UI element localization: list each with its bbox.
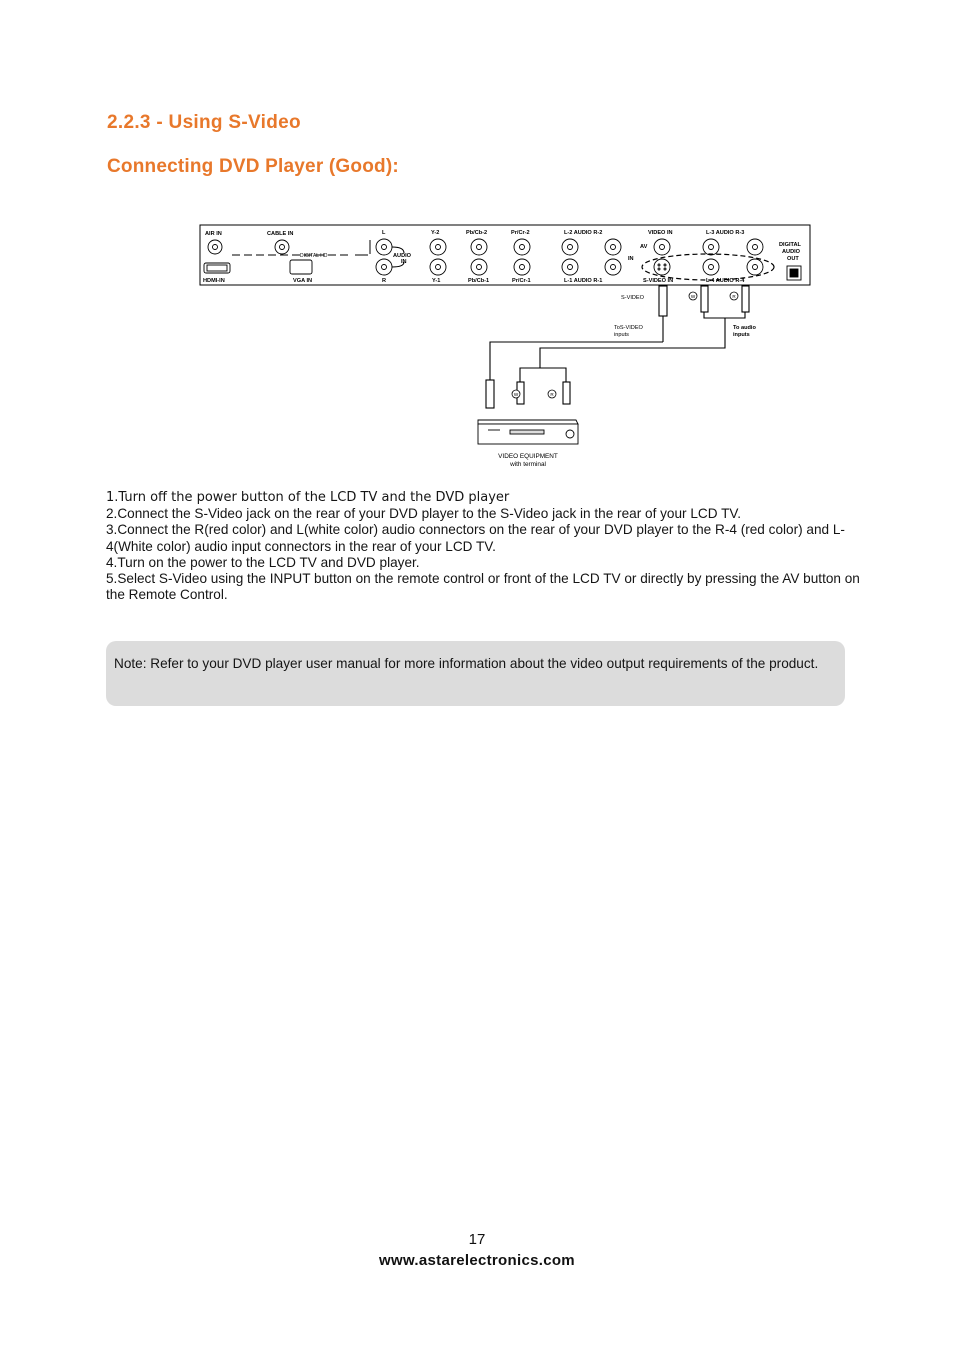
section-title: 2.2.3 - Using S-Video: [107, 112, 301, 133]
label-l: L: [382, 230, 386, 236]
s-video-in-jack: [654, 259, 670, 275]
label-y2: Y-2: [431, 230, 440, 236]
label-digital-hd: DIGITAL HD: [300, 253, 328, 259]
label-cable-in: CABLE IN: [267, 231, 294, 237]
website-footer: www.astarelectronics.com: [379, 1252, 575, 1269]
label-in: IN: [628, 256, 634, 262]
label-prcr1: Pr/Cr-1: [512, 278, 531, 284]
label-audio-in-1: AUDIO: [393, 253, 412, 259]
label-prcr2: Pr/Cr-2: [511, 230, 530, 236]
to-audio-label-1: To audio: [733, 325, 756, 331]
svideo-cable-label: S-VIDEO: [621, 295, 645, 301]
step-3: 3.Connect the R(red color) and L(white color) audio connectors on the rear of your DVD player to the R-4 (red color) and L-4(White color) audio input connectors in the rear of your LCD TV.: [106, 522, 845, 554]
label-av: AV: [640, 244, 648, 250]
audio-plug-r-top: [742, 286, 749, 312]
step-4: 4.Turn on the power to the LCD TV and DVD player.: [106, 554, 420, 570]
step-5: 5.Select S-Video using the INPUT button on the remote control or front of the LCD TV or directly by pressing the AV button on the Remote Control.: [106, 571, 860, 603]
step-1: 1.Turn off the power button of the LCD TV and the DVD player: [106, 490, 510, 505]
equipment-label-2: with terminal: [510, 461, 546, 468]
page-number: 17: [468, 1231, 486, 1248]
note-box: [106, 641, 845, 706]
cables: [486, 286, 749, 408]
label-hdmi-in: HDMI-IN: [203, 278, 225, 284]
plug-w-bottom-label: W: [513, 392, 519, 397]
plug-r-bottom-label: R: [550, 392, 554, 397]
to-audio-label-2: inputs: [733, 332, 750, 338]
label-s-video-in: S-VIDEO IN: [643, 278, 674, 284]
connection-diagram: [190, 220, 815, 475]
svideo-plug-bottom: [486, 380, 494, 408]
label-l2-audio-r2: L-2 AUDIO R-2: [564, 230, 603, 236]
label-l1-audio-r1: L-1 AUDIO R-1: [564, 278, 603, 284]
equipment-label-1: VIDEO EQUIPMENT: [498, 453, 558, 460]
label-digital: DIGITAL: [779, 242, 801, 248]
plug-w-top-label: W: [690, 294, 696, 299]
label-audio: AUDIO: [782, 249, 801, 255]
audio-plug-r-bottom: [563, 382, 570, 404]
label-video-in: VIDEO IN: [648, 230, 673, 236]
step-2: 2.Connect the S-Video jack on the rear of your DVD player to the S-Video jack in the rear of your LCD TV.: [106, 506, 741, 522]
label-audio-in-2: IN: [401, 259, 407, 265]
instruction-steps: [106, 490, 866, 603]
label-air-in: AIR IN: [205, 231, 222, 237]
label-out: OUT: [787, 256, 799, 262]
label-vga-in: VGA IN: [293, 278, 313, 284]
plug-r-top-label: R: [732, 294, 736, 299]
label-l4-audio-r4: L-4 AUDIO R-4: [706, 278, 745, 284]
to-svideo-label-1: ToS-VIDEO: [614, 325, 643, 331]
label-y1: Y-1: [432, 278, 441, 284]
svideo-plug-top: [659, 286, 667, 316]
subtitle: Connecting DVD Player (Good):: [107, 156, 399, 177]
label-l3-audio-r3: L-3 AUDIO R-3: [706, 230, 745, 236]
label-r: R: [382, 278, 387, 284]
dvd-player: [478, 420, 578, 444]
note-text: Note: Refer to your DVD player user manual for more information about the video output requirements of the product.: [114, 656, 819, 671]
audio-plug-w-top: [701, 286, 708, 312]
vga-port: [290, 260, 312, 274]
label-pbcb2: Pb/Cb-2: [466, 230, 488, 236]
to-svideo-label-2: inputs: [614, 332, 629, 338]
label-pbcb1: Pb/Cb-1: [468, 278, 490, 284]
